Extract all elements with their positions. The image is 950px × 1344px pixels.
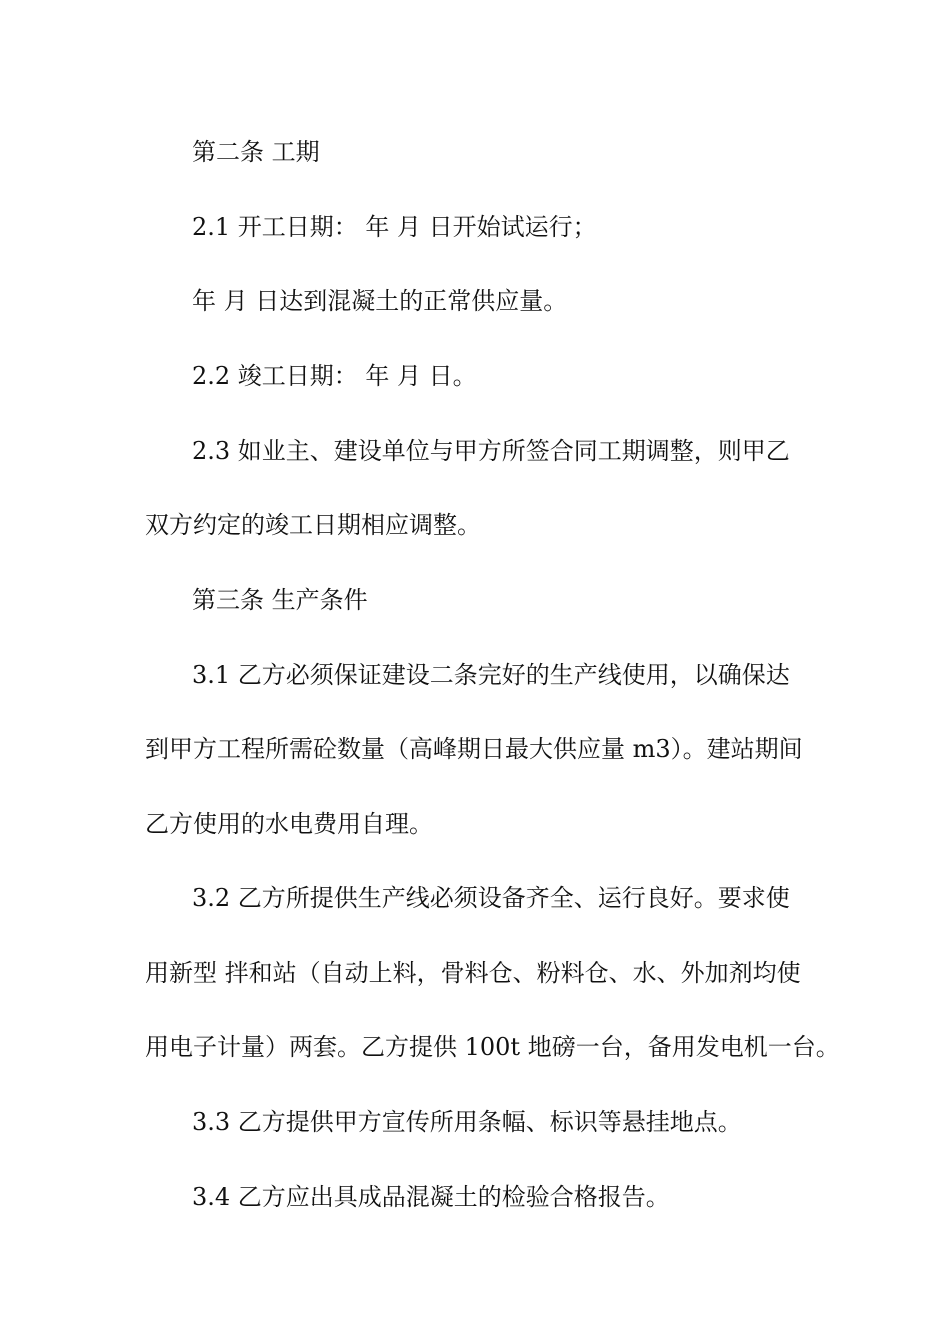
clause-3-1-continued-1: 到甲方工程所需砼数量（高峰期日最大供应量 m3）。建站期间 xyxy=(145,735,803,763)
clause-2-3: 2.3 如业主、建设单位与甲方所签合同工期调整，则甲乙 xyxy=(192,437,790,465)
clause-2-1: 2.1 开工日期： 年 月 日开始试运行； xyxy=(192,213,597,241)
clause-2-3-continued: 双方约定的竣工日期相应调整。 xyxy=(145,511,481,539)
clause-3-3: 3.3 乙方提供甲方宣传所用条幅、标识等悬挂地点。 xyxy=(192,1108,742,1136)
clause-3-4: 3.4 乙方应出具成品混凝土的检验合格报告。 xyxy=(192,1183,670,1211)
clause-2-1-continued: 年 月 日达到混凝土的正常供应量。 xyxy=(192,287,568,315)
section-heading-3: 第三条 生产条件 xyxy=(192,586,368,614)
clause-3-1-continued-2: 乙方使用的水电费用自理。 xyxy=(145,810,433,838)
clause-3-2: 3.2 乙方所提供生产线必须设备齐全、运行良好。要求使 xyxy=(192,884,790,912)
clause-3-2-continued-2: 用电子计量）两套。乙方提供 100t 地磅一台，备用发电机一台。 xyxy=(145,1033,840,1061)
clause-3-2-continued-1: 用新型 拌和站（自动上料，骨料仓、粉料仓、水、外加剂均使 xyxy=(145,959,801,987)
clause-2-2: 2.2 竣工日期： 年 月 日。 xyxy=(192,362,477,390)
section-heading-2: 第二条 工期 xyxy=(192,138,320,166)
clause-3-1: 3.1 乙方必须保证建设二条完好的生产线使用，以确保达 xyxy=(192,661,790,689)
